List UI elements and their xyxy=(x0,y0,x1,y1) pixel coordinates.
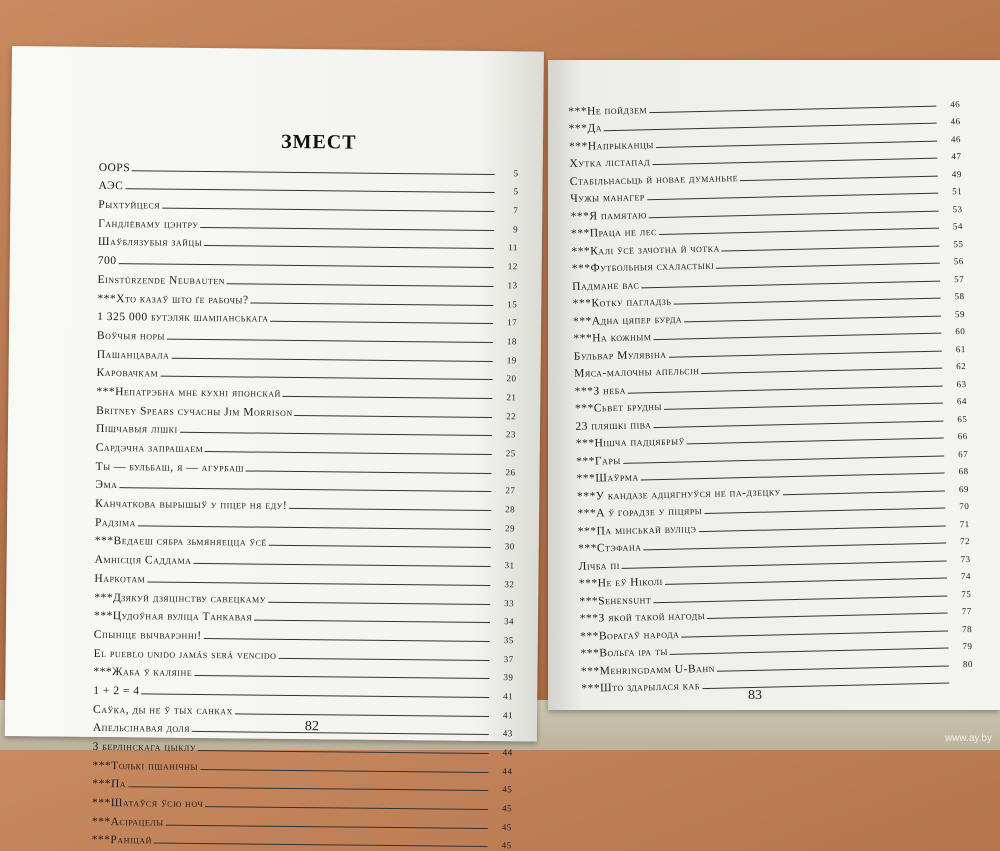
toc-leader-line xyxy=(270,321,493,324)
toc-entry-page: 34 xyxy=(503,616,515,627)
toc-leader-line xyxy=(204,638,490,642)
toc-entry-page: 71 xyxy=(959,518,970,529)
toc-entry-title: Шаўблязубыя зайцы xyxy=(97,236,203,250)
toc-entry-title: ***На кожным xyxy=(573,331,652,345)
toc-entry-title: ***З неба xyxy=(574,384,627,398)
toc-entry-title: Пішчавыя лішкі xyxy=(95,423,178,437)
toc-entry-page: 28 xyxy=(505,504,516,515)
toc-entry-page: 56 xyxy=(953,256,964,267)
toc-entry-page: 26 xyxy=(505,466,516,477)
toc-entry-title: ***Шатаўся ўсю ноч xyxy=(92,796,204,811)
toc-entry-page: 35 xyxy=(503,635,514,646)
toc-entry-title: ***Да xyxy=(568,122,603,135)
toc-entry-page: 18 xyxy=(506,336,517,347)
toc-entry-page: 60 xyxy=(955,326,966,337)
toc-entry-title: ***Калі ўсё зачотна й чотка xyxy=(571,242,720,258)
left-page xyxy=(5,46,544,851)
toc-leader-line xyxy=(254,620,490,623)
toc-entry-title: АЭС xyxy=(98,180,124,193)
toc-entry-title: ***Я памятаю xyxy=(570,208,648,223)
toc-entry-page: 11 xyxy=(508,242,518,253)
toc-entry-page: 64 xyxy=(956,396,968,407)
toc-entry-page: 55 xyxy=(953,238,964,249)
toc-entry-page: 22 xyxy=(506,410,517,421)
toc-entry-title: ***Па xyxy=(92,778,127,791)
toc-entry-page: 31 xyxy=(504,560,515,571)
toc-entry-title: Канчаткова вырышыў у піцер ня еду! xyxy=(95,497,288,512)
toc-entry-page: 70 xyxy=(959,501,970,512)
toc-entry-title: Спыніце вычварэнні! xyxy=(93,628,202,642)
toc-leader-line xyxy=(205,451,492,455)
toc-entry-page: 30 xyxy=(504,541,515,552)
toc-entry-page: 45 xyxy=(502,784,513,795)
toc-leader-line xyxy=(246,470,492,474)
toc-leader-line xyxy=(227,283,494,287)
toc-entry-title: ***А ў горадзе у піцяры xyxy=(577,505,703,520)
toc-leader-line xyxy=(269,545,491,548)
toc-leader-line xyxy=(278,657,489,660)
toc-entry-page: 72 xyxy=(959,535,971,547)
toc-entry-title: ***Толькі пшанічны xyxy=(92,759,199,773)
toc-entry-title: ***З якой такой нагоды xyxy=(579,610,706,625)
toc-entry-title: ***Sehensuht xyxy=(579,593,652,608)
toc-entry-title: ***Непатрэбна мне кухні японскай xyxy=(96,385,281,400)
toc-entry-page: 37 xyxy=(503,653,514,664)
page-title: ЗМЕСТ xyxy=(280,130,357,154)
toc-entry-page xyxy=(949,686,973,687)
toc-entry-page: 43 xyxy=(502,728,513,739)
toc-entry-title: ***Напрыканцы xyxy=(568,138,654,153)
toc-entry-title: Пашанцавала xyxy=(96,348,170,362)
toc-leader-line xyxy=(204,245,494,249)
toc-entry-page: 45 xyxy=(501,840,512,851)
toc-entry-title: Лічба пі xyxy=(578,559,620,573)
toc-entry-title: ***Адна цяпер бурда xyxy=(572,312,683,328)
page-number-left: 82 xyxy=(304,719,319,735)
toc-entry-title: 1 325 000 бутэляк шампанськага xyxy=(97,311,269,325)
toc-entry-page: 32 xyxy=(504,578,515,590)
page-number-right: 83 xyxy=(748,688,762,703)
watermark: www.ay.by xyxy=(944,733,992,744)
toc-entry-title: ***Вольга іра ты xyxy=(580,645,669,660)
toc-entry-page: 59 xyxy=(954,308,966,319)
toc-entry-page: 12 xyxy=(507,261,518,272)
toc-entry-page: 54 xyxy=(952,221,964,232)
toc-entry-title: ***Не еў Ніколі xyxy=(578,575,663,590)
toc-leader-line xyxy=(200,769,488,773)
toc-entry-page: 5 xyxy=(513,167,519,179)
toc-left xyxy=(92,155,519,851)
toc-entry-page: 80 xyxy=(962,658,974,669)
toc-entry-title: Сардэчна запрашаем xyxy=(95,441,204,456)
toc-entry-page: 79 xyxy=(962,640,973,652)
toc-entry-page: 29 xyxy=(504,522,516,534)
toc-entry-page: 20 xyxy=(506,373,517,384)
toc-entry-page: 19 xyxy=(506,354,517,365)
toc-entry-page: 73 xyxy=(960,553,971,564)
toc-entry-page: 9 xyxy=(513,224,519,235)
toc-leader-line xyxy=(283,396,493,399)
toc-entry-title: Эма xyxy=(95,479,118,492)
toc-entry-title: ***Цудоўная вуліца Танкавая xyxy=(93,610,253,624)
toc-entry-title: OOPS xyxy=(98,161,131,174)
toc-entry-title: Радзіма xyxy=(94,516,136,530)
toc-entry-page: 61 xyxy=(955,343,966,354)
toc-entry-page: 21 xyxy=(506,392,517,403)
toc-entry-page: 66 xyxy=(957,431,968,442)
toc-entry-page: 25 xyxy=(505,448,516,459)
toc-entry-page: 46 xyxy=(950,133,962,144)
toc-right xyxy=(568,91,973,695)
toc-entry-title: Britney Spears сучасны Jim Morrison xyxy=(96,404,293,419)
toc-entry-title: ***Стэфана xyxy=(578,541,642,555)
toc-entry-title: ***Дзякуй дзяцінству савецкаму xyxy=(94,591,266,606)
toc-leader-line xyxy=(205,806,488,810)
toc-entry-title: El pueblo unido jamás será vencido xyxy=(93,647,277,662)
toc-leader-line xyxy=(200,227,494,231)
toc-entry xyxy=(92,828,512,851)
toc-entry-title: ***Ведаеш сябра зьмяняецца ўсё xyxy=(94,535,267,550)
toc-entry-page: 45 xyxy=(501,821,512,833)
toc-entry-title: 700 xyxy=(97,255,117,268)
toc-entry-title: ***Сьвет брудны xyxy=(574,400,663,415)
toc-entry-page: 62 xyxy=(956,361,967,372)
toc-entry-title: Амнісція Саддама xyxy=(94,554,192,568)
toc-entry-page: 53 xyxy=(952,203,963,214)
toc-entry-page: 51 xyxy=(952,186,963,197)
toc-entry-page: 69 xyxy=(958,483,970,494)
toc-entry-title: ***Па мінськай вуліцэ xyxy=(577,522,697,538)
toc-entry-title: ***Mehringdamm U-Bahn xyxy=(580,662,716,678)
toc-entry-title: ***Хто казаў што ґе рабочы? xyxy=(97,292,249,306)
toc-entry-title: З берлінскага цыклу xyxy=(92,740,197,754)
toc-entry-page: 45 xyxy=(501,803,513,814)
toc-entry-title: ***Асірацелы xyxy=(91,815,164,829)
toc-entry-page: 33 xyxy=(504,597,515,608)
toc-leader-line xyxy=(235,713,489,717)
toc-entry-title: Мяса-малочны апельсін xyxy=(574,365,700,380)
toc-entry-page: 7 xyxy=(513,205,519,216)
toc-entry-page: 67 xyxy=(958,448,969,459)
toc-entry-title: 1 + 2 = 4 xyxy=(93,684,140,698)
toc-entry-title: 23 пляшкі піва xyxy=(575,418,652,433)
toc-entry-title: ***Нішча падцябрыў xyxy=(575,435,685,450)
toc-entry-title: Гандлёваму цэнтру xyxy=(98,217,199,231)
toc-entry-title: ***Котку пагладзь xyxy=(572,295,672,310)
toc-entry-page: 27 xyxy=(505,485,516,496)
toc-entry-title: ***Жаба ў каляіне xyxy=(93,666,193,680)
toc-entry-title: Чужы манагер xyxy=(570,191,645,205)
toc-entry-title: ***Раніцай xyxy=(91,834,152,847)
toc-leader-line xyxy=(295,415,493,418)
toc-leader-line xyxy=(154,843,488,847)
toc-entry-title: Ты — бульбаш, я — агурбаш xyxy=(95,460,245,475)
toc-entry-title: Падмане вас xyxy=(572,278,640,293)
toc-entry-page: 5 xyxy=(513,186,519,197)
toc-entry-page: 44 xyxy=(502,765,513,776)
toc-leader-line xyxy=(198,750,489,754)
toc-entry-title: Стабільнасьць й новае думаньне xyxy=(569,171,739,188)
toc-entry-page: 41 xyxy=(502,709,514,720)
toc-entry-title: ***Ворагаў народа xyxy=(580,628,680,643)
toc-leader-line xyxy=(268,601,490,604)
toc-entry-title: ***Што здарылася каб xyxy=(581,680,700,695)
toc-entry-page: 63 xyxy=(956,378,967,389)
toc-entry-title: Каровачкам xyxy=(96,367,159,380)
toc-entry-page: 46 xyxy=(950,98,961,109)
toc-entry-page: 75 xyxy=(961,588,972,599)
toc-entry-page: 44 xyxy=(502,747,513,758)
toc-leader-line xyxy=(251,302,494,306)
toc-entry-title: Наркотам xyxy=(94,572,146,586)
toc-leader-line xyxy=(702,682,949,689)
toc-entry-title: ***Не пойдзем xyxy=(568,103,648,118)
toc-entry-page: 78 xyxy=(961,623,973,634)
toc-entry-page: 49 xyxy=(951,168,962,179)
toc-entry-page: 47 xyxy=(951,151,962,162)
toc-entry-page: 41 xyxy=(503,691,514,702)
toc-entry-title: Einstürzende Neubauten xyxy=(97,273,226,288)
toc-entry-title: Рыхтуйцеся xyxy=(98,198,161,212)
toc-entry-page: 58 xyxy=(954,291,965,302)
toc-entry-page: 17 xyxy=(507,317,518,328)
toc-entry-title: ***Праца не лес xyxy=(570,226,658,240)
toc-entry-title: ***Футбольныя схаластыкі xyxy=(571,259,715,275)
toc-entry-page: 68 xyxy=(958,466,969,477)
toc-entry-title: Хутка лістапад xyxy=(569,156,651,170)
toc-entry-page: 23 xyxy=(505,429,517,440)
toc-entry-page: 15 xyxy=(507,298,518,309)
right-page xyxy=(548,60,1000,710)
toc-entry-page: 39 xyxy=(503,672,514,683)
toc-entry-title: ***Гары xyxy=(576,454,621,468)
toc-entry-page: 46 xyxy=(950,116,961,127)
toc-entry-title: Саўка, ды не ў тых санках xyxy=(92,703,233,717)
bleed-through-text xyxy=(291,111,294,129)
toc-entry-title: Бульвар Мулявіна xyxy=(573,348,667,363)
toc-entry-title: ***Шаўрма xyxy=(576,471,639,485)
toc-entry-title: ***У кандазе адцягнуўся не па-дзецку xyxy=(576,485,781,503)
toc-entry-title: Апельсінавая доля xyxy=(92,722,191,736)
toc-leader-line xyxy=(289,508,491,511)
toc-entry-page: 57 xyxy=(954,273,965,284)
toc-entry-page: 13 xyxy=(507,280,518,291)
toc-entry-page: 65 xyxy=(957,413,968,424)
toc-entry-title: Воўчыя норы xyxy=(96,329,166,343)
toc-entry-page: 77 xyxy=(961,605,972,617)
toc-entry-page: 74 xyxy=(960,570,972,582)
